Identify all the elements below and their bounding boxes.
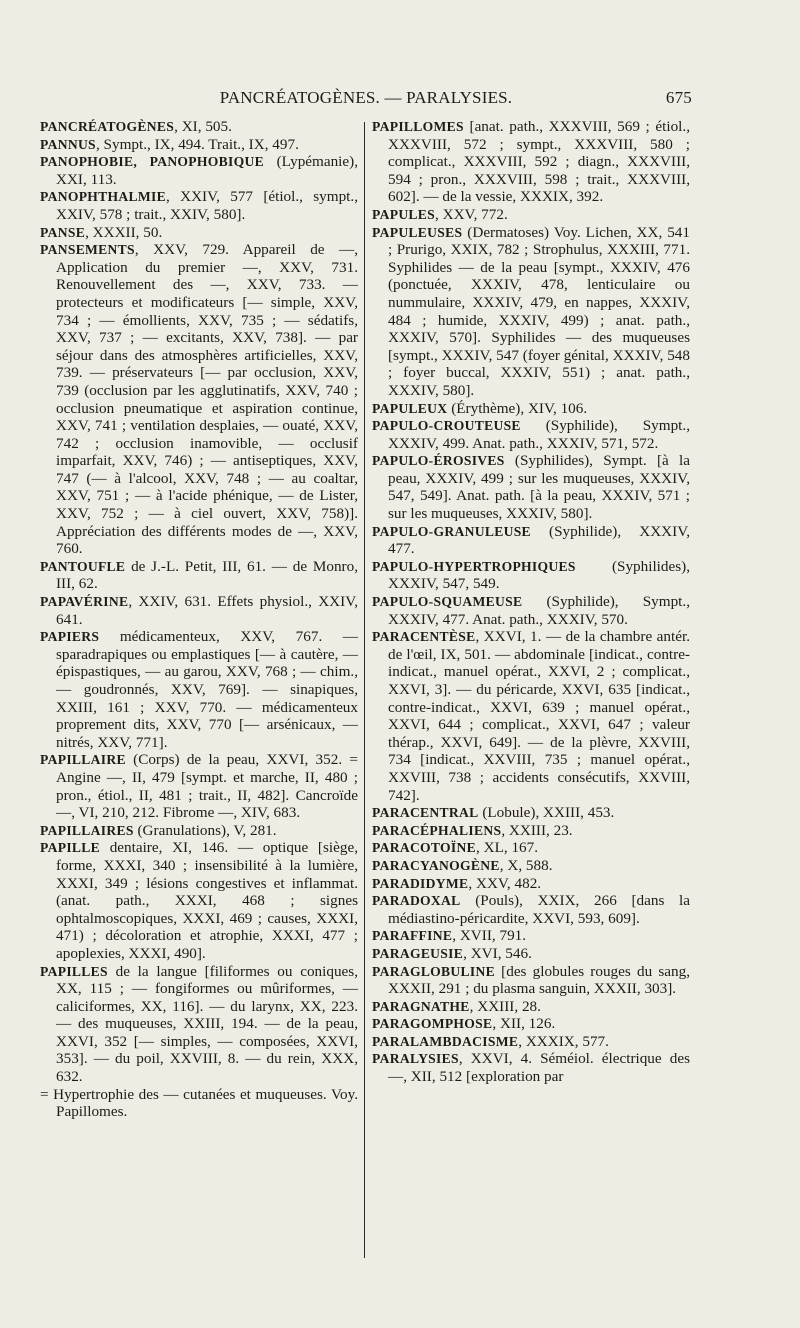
- entry-headword: PARACYANOGÈNE: [372, 857, 500, 873]
- entry-headword: PARADOXAL: [372, 893, 461, 909]
- entry-text: , XXXII, 50.: [85, 223, 163, 241]
- entry-headword: PARADIDYME: [372, 875, 469, 891]
- entry-headword: PAPULO-HYPERTROPHIQUES: [372, 558, 576, 574]
- index-entry: [372, 452, 690, 522]
- entry-text: , XI, 505.: [174, 118, 232, 135]
- entry-headword: PARAFFINE: [372, 928, 453, 944]
- entry-headword: PANOPHOBIE, PANOPHOBIQUE: [40, 154, 264, 170]
- entry-text: , XXIII, 23.: [501, 821, 573, 839]
- index-entry: [372, 927, 690, 945]
- index-entry: [372, 523, 690, 558]
- entry-text: = Hypertrophie des — cutanées et muqueuses. Voy. Papillomes.: [40, 1085, 358, 1121]
- entry-headword: PARALAMBDACISME: [372, 1033, 519, 1049]
- index-entry: [40, 839, 358, 962]
- entry-text: , XXV, 772.: [435, 205, 508, 223]
- entry-headword: PARAGEUSIE: [372, 945, 464, 961]
- index-entry: [40, 1086, 358, 1121]
- entry-text: de la langue [filiformes ou coniques, XX, 115 ; — fongiformes ou mûriformes, — caliciformes, XX, 116]. — du larynx, XX, 223. — des muqueuses, XXIII, 194. — de la peau, XXVI, 352 [— simples, — composées, XXVI, 353]. — du poil, XXVIII, 8. — du rein, XXX, 632.: [56, 962, 358, 1086]
- entry-headword: PAPILLAIRES: [40, 822, 134, 838]
- index-entry: [372, 206, 690, 224]
- entry-headword: PANNUS: [40, 136, 96, 152]
- entry-text: , XXXIX, 577.: [518, 1032, 609, 1050]
- entry-text: (Syphilide), Sympt., XXXIV, 499. Anat. path., XXXIV, 571, 572.: [388, 417, 690, 452]
- entry-text: , XXVI, 4. Séméiol. électrique des —, XII, 512 [exploration par: [388, 1050, 690, 1086]
- entry-text: (Érythème), XIV, 106.: [447, 399, 588, 417]
- entry-headword: PANOPHTHALMIE: [40, 189, 166, 205]
- entry-text: (Pouls), XXIX, 266 [dans la médiastino-péricardite, XXVI, 593, 609].: [388, 892, 690, 927]
- index-entry: [40, 593, 358, 628]
- index-entry: [40, 628, 358, 751]
- index-entry: [372, 857, 690, 875]
- entry-headword: PARAGNATHE: [372, 998, 470, 1014]
- entry-headword: PAPILLE: [40, 840, 101, 856]
- index-entry: [372, 822, 690, 840]
- index-entry: [40, 558, 358, 593]
- index-entry: [372, 963, 690, 998]
- entry-headword: PAPULEUSES: [372, 224, 463, 240]
- index-entry: [372, 593, 690, 628]
- entry-headword: PAPILLAIRE: [40, 752, 126, 768]
- index-entry: [372, 804, 690, 822]
- running-title: PANCRÉATOGÈNES. — PARALYSIES.: [219, 88, 513, 107]
- entry-headword: PANTOUFLE: [40, 558, 126, 574]
- entry-headword: PANSE: [40, 224, 86, 240]
- entry-headword: PARALYSIES: [372, 1051, 459, 1067]
- entry-text: , XXIV, 631. Effets physiol., XXIV, 641.: [56, 593, 358, 628]
- index-entry: [372, 417, 690, 452]
- entry-text: (Granulations), V, 281.: [133, 821, 277, 839]
- index-entry: [40, 153, 358, 188]
- index-entry: [372, 118, 690, 206]
- index-entry: [40, 963, 358, 1086]
- entry-text: de J.-L. Petit, III, 61. — de Monro, III, 62.: [56, 557, 358, 593]
- index-entry: [372, 224, 690, 400]
- index-entry: [372, 875, 690, 893]
- entry-text: , XXIII, 28.: [469, 997, 541, 1015]
- entry-text: (Corps) de la peau, XXVI, 352. = Angine —, II, 479 [sympt. et marche, II, 480 ; pron., étiol., II, 481 ; trait., II, 482]. Cancroïde —, VI, 210, 212. Fibrome —, XIV, 683.: [56, 751, 358, 822]
- index-entry: [372, 628, 690, 804]
- entry-text: (Syphilide), XXXIV, 477.: [388, 522, 690, 558]
- entry-text: dentaire, XI, 146. — optique [siège, forme, XXXI, 340 ; insensibilité à la lumière, XXXI, 349 ; lésions congestives et inflammat. (anat. path., XXXI, 468 ; signes ophtalmoscopiques, XXXI, 469 ; causes, XXXI, 471) ; décoloration et atrophie, XXXI, 477 ; apoplexies, XXXI, 490].: [56, 839, 358, 962]
- index-entry: [372, 839, 690, 857]
- entry-text: , Sympt., IX, 494. Trait., IX, 497.: [95, 135, 299, 153]
- entry-headword: PAPULES: [372, 206, 436, 222]
- entry-text: (Dermatoses) Voy. Lichen, XX, 541 ; Prurigo, XXIX, 782 ; Strophulus, XXXIII, 771. Syphilides — de la peau [sympt., XXXIV, 476 (ponctuée, XXXIV, 478, lenticulaire ou nummulaire, XXXIV, 479, en nappes, XXXIV, 484 ; humide, XXXIV, 499) ; anat. path., XXXIV, 570]. Syphilides — des muqueuses [sympt., XXXIV, 547 (foyer génital, XXXIV, 548 ; foyer buccal, XXXIV, 551) ; anat. path., XXXIV, 580].: [388, 223, 690, 399]
- entry-text: [anat. path., XXXVIII, 569 ; étiol., XXXVIII, 572 ; sympt., XXXVIII, 580 ; complicat., XXXVIII, 592 ; diagn., XXXVIII, 594 ; pron., XXXVIII, 598 ; trait., XXXVIII, 602]. — de la vessie, XXXIX, 392.: [388, 118, 690, 206]
- running-header: [40, 88, 692, 114]
- entry-headword: PAPILLES: [40, 963, 108, 979]
- index-entry: [372, 1033, 690, 1051]
- entry-headword: PAPAVÉRINE: [40, 594, 129, 610]
- entry-headword: PARACENTÈSE: [372, 629, 476, 645]
- entry-text: (Syphilides), Sympt. [à la peau, XXXIV, 499 ; sur les muqueuses, XXXIV, 547, 549]. Anat. path. [à la peau, XXXIV, 571 ; sur les muqueuses, XXXIV, 580].: [388, 452, 690, 523]
- entry-text: , XXV, 729. Appareil de —, Application du premier —, XXV, 731. Renouvellement des —, XXV, 733. — protecteurs et modificateurs [— simple, XXV, 734 ; — émollients, XXV, 735 ; — sédatifs, XXV, 737 ; — excitants, XXV, 738]. — par séjour dans des atmosphères artificielles, XXV, 739. — préservateurs [— par occlusion, XXV, 739 (occlusion par les agglutinatifs, XXV, 740 ; occlusion pneumatique et aspiration continue, XXV, 741 ; ventilation desplaies, — ouaté, XXV, 742 ; occlusion inamovible, — occlusif imparfait, XXV, 746) ; — antiseptiques, XXV, 747 (— à l'alcool, XXV, 748 ; — au coaltar, XXV, 751 ; — à l'acide phénique, — de Lister, XXV, 752 ; — à ciel ouvert, XXV, 758)]. Appréciation des différents modes de —, XXV, 760.: [56, 241, 358, 558]
- entry-headword: PANCRÉATOGÈNES: [40, 119, 175, 134]
- index-entry: [372, 1015, 690, 1033]
- entry-text: , XXV, 482.: [468, 874, 542, 892]
- entry-text: , XVI, 546.: [463, 944, 532, 962]
- entry-text: , XVII, 791.: [452, 927, 527, 945]
- entry-text: médicamenteux, XXV, 767. — sparadrapiques ou emplastiques [— à cautère, — épispastiques, — au garou, XXV, 768 ; — chim., — goudronnés, XXV, 769]. — sinapiques, XXIII, 161 ; XXV, 770. — médicamenteux proprement dits, XXV, 770 [— arsénicaux, — nitrés, XXV, 771].: [56, 628, 358, 751]
- page-number: 675: [665, 88, 692, 107]
- index-entry: [372, 945, 690, 963]
- entry-text: , XXVI, 1. — de la chambre antér. de l'œil, IX, 501. — abdominale [indicat., contre-indicat., manuel opérat., XXVI, 2 ; complicat., XXVI, 3]. — du péricarde, XXVI, 635 [indicat., contre-indicat., XXVI, 639 ; manuel opérat., XXVI, 644 ; complicat., XXVI, 647 ; valeur thérap., XXVI, 649]. — de la plèvre, XXVIII, 734 [indicat., XXVIII, 735 ; manuel opérat., XXVIII, 738 ; accidents consécutifs, XXVIII, 742].: [388, 628, 690, 804]
- entry-text: (Lobule), XXIII, 453.: [478, 804, 615, 822]
- entry-headword: PAPULEUX: [372, 400, 448, 416]
- entry-headword: PAPILLOMES: [372, 119, 464, 134]
- entry-headword: PAPIERS: [40, 629, 100, 645]
- entry-text: (Lypémanie), XXI, 113.: [56, 153, 358, 188]
- entry-headword: PARACOTOÏNE: [372, 840, 477, 856]
- entry-headword: PAPULO-CROUTEUSE: [372, 418, 521, 434]
- index-entry: [40, 751, 358, 821]
- entry-text: [des globules rouges du sang, XXXII, 291 ; du plasma sanguin, XXXII, 303].: [388, 962, 690, 998]
- entry-headword: PARACENTRAL: [372, 805, 479, 821]
- index-entry: [372, 892, 690, 927]
- index-entry: [372, 1050, 690, 1085]
- index-entry: [372, 998, 690, 1016]
- index-entry: [40, 118, 358, 136]
- entry-headword: PAPULO-ÉROSIVES: [372, 453, 505, 469]
- index-entry: [372, 400, 690, 418]
- entry-text: (Syphilide), Sympt., XXXIV, 477. Anat. path., XXXIV, 570.: [388, 593, 690, 628]
- left-column: [40, 118, 358, 1121]
- right-column: [372, 118, 690, 1086]
- index-entry: [40, 822, 358, 840]
- index-entry: [372, 558, 690, 593]
- entry-text: , XXIV, 577 [étiol., sympt., XXIV, 578 ; trait., XXIV, 580].: [56, 188, 358, 223]
- entry-headword: PARAGOMPHOSE: [372, 1016, 493, 1032]
- index-entry: [40, 188, 358, 223]
- index-entry: [40, 241, 358, 558]
- entry-headword: PARAGLOBULINE: [372, 963, 495, 979]
- entry-text: , XL, 167.: [476, 839, 539, 857]
- entry-headword: PANSEMENTS: [40, 242, 135, 258]
- entry-headword: PAPULO-SQUAMEUSE: [372, 594, 523, 610]
- entry-text: (Syphilides), XXXIV, 547, 549.: [388, 557, 690, 593]
- entry-text: , X, 588.: [499, 856, 553, 874]
- index-entry: [40, 136, 358, 154]
- index-entry: [40, 224, 358, 242]
- entry-headword: PARACÉPHALIENS: [372, 822, 502, 838]
- column-divider: [364, 122, 365, 1258]
- entry-text: , XII, 126.: [492, 1015, 556, 1033]
- entry-headword: PAPULO-GRANULEUSE: [372, 523, 531, 539]
